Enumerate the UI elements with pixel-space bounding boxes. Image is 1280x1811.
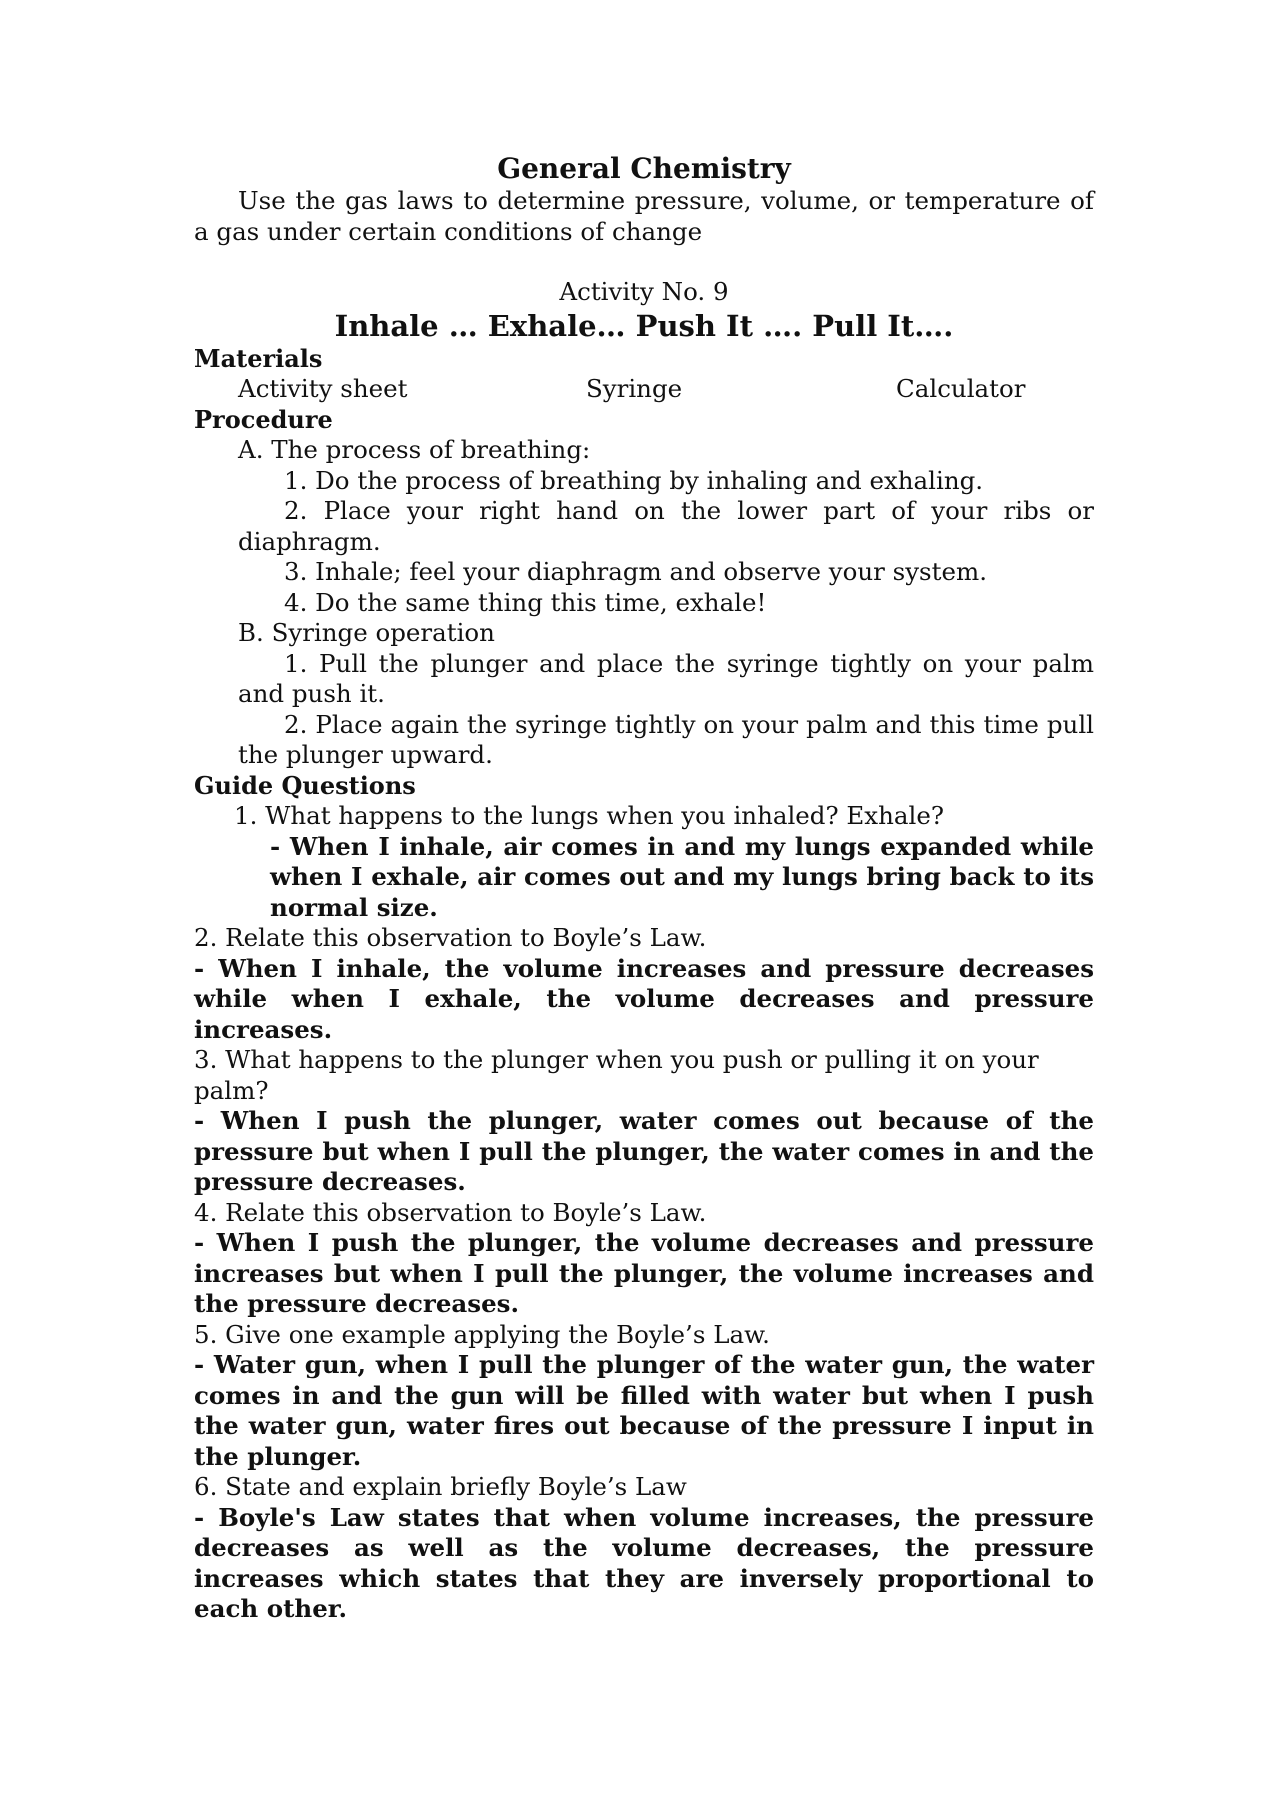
activity-title: Inhale … Exhale… Push It …. Pull It…. xyxy=(334,308,954,343)
procedure-step: 1. Pull the plunger and place the syringe tightly on your palm and push it. xyxy=(238,648,1094,708)
procedure-step: 2. Place again the syringe tightly on your palm and this time pull the plunger upward. xyxy=(238,709,1094,769)
guide-answer: - When I push the plunger, water comes out because of the pressure but when I pull the plunger, the water comes in and the pressure decreases. xyxy=(194,1106,1094,1196)
guide-answer: - Boyle's Law states that when volume increases, the pressure decreases as well as the volume decreases, the pressure increases which states that they are inversely proportional to each other. xyxy=(194,1502,1094,1623)
guide-question: 2. Relate this observation to Boyle’s Law. xyxy=(194,923,707,952)
guide-answer: - When I push the plunger, the volume decreases and pressure increases but when I pull the plunger, the volume increases and the pressure decreases. xyxy=(194,1228,1094,1318)
procedure-step: 4. Do the same thing this time, exhale! xyxy=(284,587,767,617)
procedure-heading: Procedure xyxy=(194,404,333,434)
guide-question: 3. What happens to the plunger when you push or pulling it on your palm? xyxy=(194,1045,1039,1105)
procedure-part-b-label: B. Syringe operation xyxy=(238,618,495,647)
procedure-part-a-label: A. The process of breathing: xyxy=(238,435,591,464)
material-item: Syringe xyxy=(586,374,683,403)
guide-questions-heading: Guide Questions xyxy=(194,770,416,800)
materials-heading: Materials xyxy=(194,343,323,373)
materials-list xyxy=(194,374,1094,405)
guide-answer: - When I inhale, air comes in and my lungs expanded while when I exhale, air comes out and my lungs bring back to its normal size. xyxy=(270,831,1094,922)
guide-question: 6. State and explain briefly Boyle’s Law xyxy=(194,1472,687,1501)
guide-question: 5. Give one example applying the Boyle’s Law. xyxy=(194,1319,770,1349)
guide-question: 4. Relate this observation to Boyle’s Law. xyxy=(194,1197,707,1227)
document-page xyxy=(194,152,1094,1625)
guide-answer: - Water gun, when I pull the plunger of the water gun, the water comes in and the gun will be filled with water but when I push the water gun, water fires out because of the pressure I input in the plunger. xyxy=(194,1350,1094,1471)
material-item: Calculator xyxy=(896,374,1026,403)
guide-question: 1. What happens to the lungs when you inhaled? Exhale? xyxy=(234,801,944,830)
procedure-step: 2. Place your right hand on the lower part of your ribs or diaphragm. xyxy=(238,496,1094,556)
activity-number: Activity No. 9 xyxy=(559,277,729,306)
document-title: General Chemistry xyxy=(497,152,791,185)
objective-text: Use the gas laws to determine pressure, volume, or temperature of a gas under certain conditions of change xyxy=(194,186,1094,246)
guide-answer: - When I inhale, the volume increases and pressure decreases while when I exhale, the volume decreases and pressure increases. xyxy=(194,953,1094,1044)
procedure-step: 3. Inhale; feel your diaphragm and observe your system. xyxy=(284,557,987,586)
procedure-step: 1. Do the process of breathing by inhaling and exhaling. xyxy=(284,465,984,495)
material-item: Activity sheet xyxy=(238,374,408,403)
